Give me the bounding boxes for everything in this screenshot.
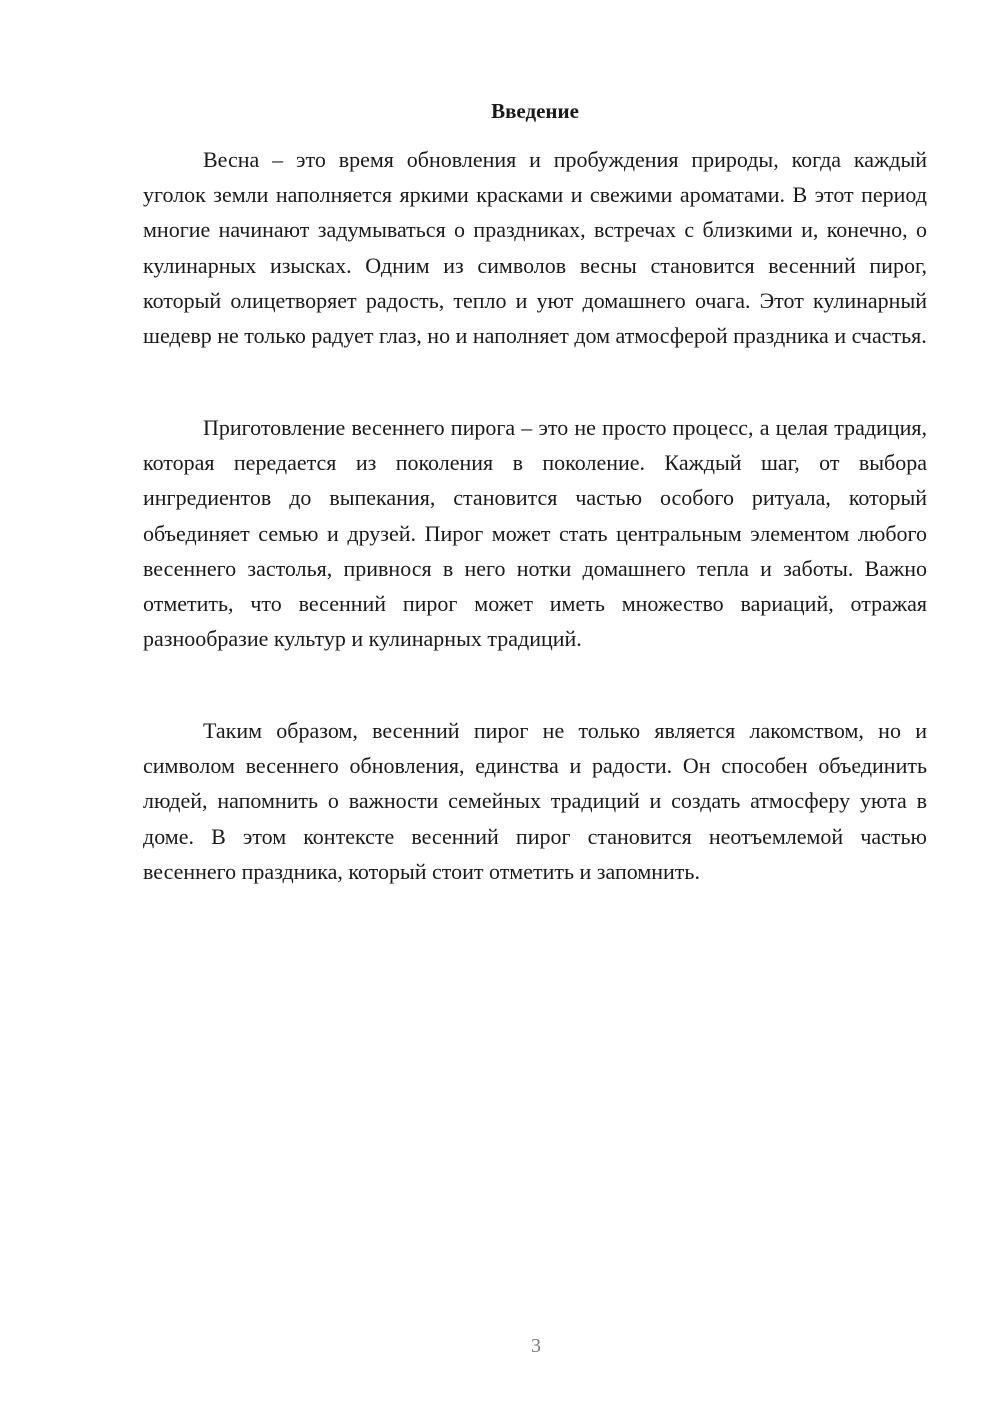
section-heading: Введение xyxy=(491,99,579,123)
paragraph-1: Весна – это время обновления и пробуждения природы, когда каждый уголок земли наполняется яркими красками и свежими ароматами. В этот период многие начинают задумываться о праздниках, встречах с близкими и, конечно, о кулинарных изысках. Одним из символов весны становится весенний пирог, который олицетворяет радость, тепло и уют домашнего очага. Этот кулинарный шедевр не только радует глаз, но и наполняет дом атмосферой праздника и счастья. xyxy=(143,147,927,349)
page-number: 3 xyxy=(531,1335,541,1357)
paragraph-2: Приготовление весеннего пирога – это не просто процесс, а целая традиция, которая передается из поколения в поколение. Каждый шаг, от выбора ингредиентов до выпекания, становится частью особого ритуала, который объединяет семью и друзей. Пирог может стать центральным элементом любого весеннего застолья, привнося в него нотки домашнего тепла и заботы. Важно отметить, что весенний пирог может иметь множество вариаций, отражая разнообразие культур и кулинарных традиций. xyxy=(143,415,927,652)
paragraph-3: Таким образом, весенний пирог не только является лакомством, но и символом весеннего обновления, единства и радости. Он способен объединить людей, напомнить о важности семейных традиций и создать атмосферу уюта в доме. В этом контексте весенний пирог становится неотъемлемой частью весеннего праздника, который стоит отметить и запомнить. xyxy=(143,718,927,884)
